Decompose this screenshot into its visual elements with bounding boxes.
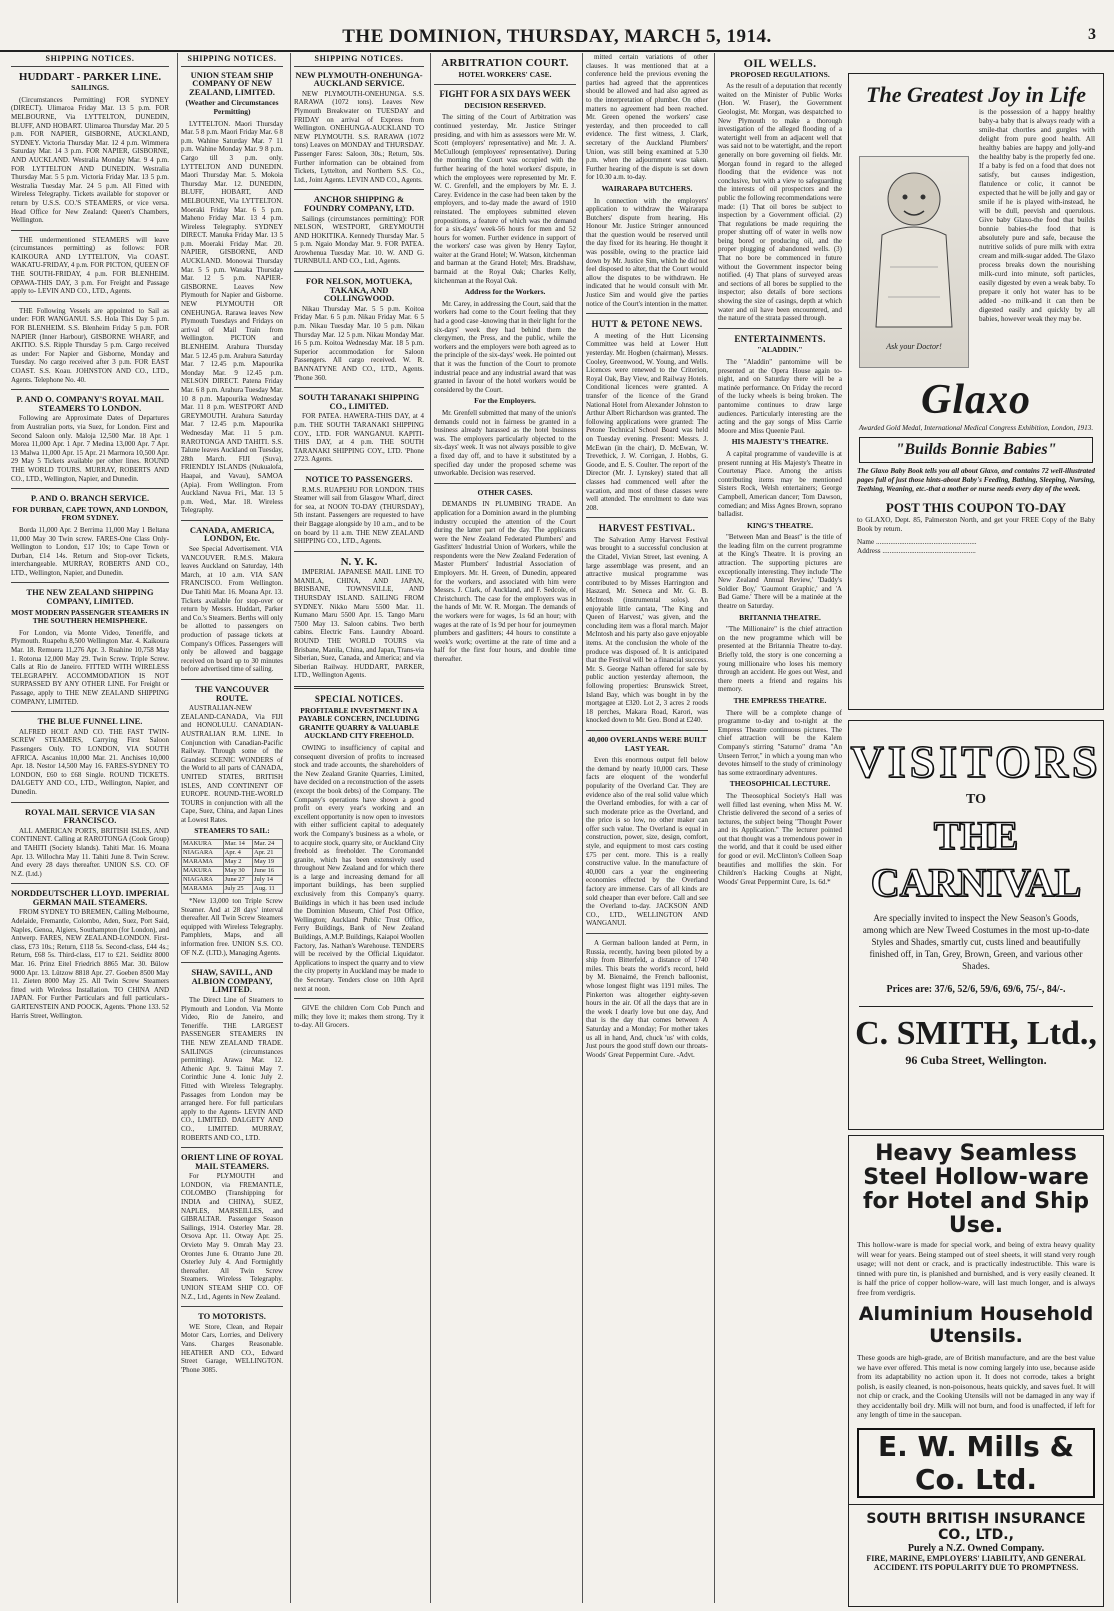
article-body: Mr. Grenfell submitted that many of the union's demands could not in fairness be granted in a business already harassed as the hotel business was. The employers particularly objected to the six-days' week. It was not always possible to give a fixed day off, and to have it substituted by a specified day under the proposed scheme was unworkable. Decision was reserved. (434, 408, 576, 478)
advert-body: (Circumstances Permitting) FOR SYDNEY (DIRECT). Ulimaroa Friday Mar. 13 5 p.m. FOR MELBOURNE, Via LYTTELTON, DUNEDIN, BLUFF, AND HOBART. Ulimaroa Thursday Mar. 20 5 p.m. FOR NAPIER, GISBORNE, AUCKLAND, SYDNEY. Victoria Thursday Mar. 12 4 p.m. Wimmera Saturday Mar. 14 3 p.m. FOR NAPIER, GISBORNE, AND AUCKLAND. Westralia Monday Mar. 9 4 p.m. FOR LYTTELTON AND DUNEDIN. Westralia Thursday Mar. 5 5 p.m. Victoria Friday Mar. 13 5 p.m. Westralia Tuesday Mar. 24 5 p.m. All Fitted with Wireless Telegraphy. Tickets available for stopover or return by U.S.S. CO.'S STEAMERS, or vice versa. Head Office for New Zealand: Queen's Chambers, Wellington. (11, 95, 169, 225)
advert-title: NORDDEUTSCHER LLOYD. IMPERIAL GERMAN MAIL STEAMERS. (11, 888, 169, 907)
table-cell: May 30 (223, 867, 252, 876)
advert-title: SHAW, SAVILL, AND ALBION COMPANY, LIMITED. (191, 967, 273, 995)
advert-body: *New 13,000 ton Triple Screw Steamer. And at 28 days' interval thereafter. All Twin Screw Steamers equipped with Wireless Telegraphy. Pamphlets, Maps, and all information free. UNION S.S. CO. OF N.Z. (LTD.), Managing Agents. (181, 897, 283, 957)
advert-body: WE Store, Clean, and Repair Motor Cars, Lorries, and Delivery Vans. Charges Reasonable. HEATHER AND CO., Edward Street Garage, WELLINGTON. 'Phone 3085. (181, 1322, 283, 1374)
table-row (182, 885, 283, 894)
advert-body: R.M.S. RUAPEHU FOR LONDON. THIS Steamer will sail from Glasgow Wharf, direct for sea, at NOON TO-DAY (THURSDAY), 5th instant. Passengers are requested to have their Baggage alongside by 10 a.m., and to be on board by 11 a.m. THE NEW ZEALAND SHIPPING CO., LTD., Agents. (294, 485, 424, 546)
advert-title: VISITORS (850, 736, 1102, 787)
booklet-text: The Glaxo Baby Book tells you all about Glaxo, and contains 72 well-illustrated pages full of just those hints-about Baby's Feeding, Bathing, Sleeping, Nursing, Teething, Weaning, etc.-that a mother or nurse needs every day of the week. (857, 467, 1095, 493)
table-row (182, 849, 283, 858)
advert-title: NEW PLYMOUTH-ONEHUNGA-AUCKLAND SERVICE. (295, 69, 423, 89)
table-cell: Apr. 21 (253, 849, 283, 858)
advert-body: is the possession of a happy healthy baby-a baby that is always ready with a smile-that chortles and gurgles with delight from pure good health. All healthy babies are happy and jolly-and the healthy baby is the properly fed one. If a baby is fed on a food that does not satisfy, but causes indigestion, flatulence or colic, it cannot be expected that he will be jolly and gay or smile if he is played with-instead, he will be dull, peevish and querulous. Give baby Glaxo-the food that builds bonnie babies-the food that is absolutely pure and safe, because the nutritive solids of pure milk with extra cream and milk-sugar added. The Glaxo process breaks down the nourishing milk-curd into minute, soft particles, easily digested by even a weak baby. To prepare it only hot water has to be added -no milk-and it can then be digested easily and quickly by all babies, however weak they may be. (979, 108, 1095, 323)
advert-title: 40,000 OVERLANDS WERE BUILT LAST YEAR. (587, 734, 707, 753)
carnival-advert (848, 720, 1104, 1130)
column-shipping-3 (290, 53, 427, 1603)
advert-body: NEW PLYMOUTH-ONEHUNGA. S.S. RARAWA (1072 tons). Leaves New Plymouth Breakwater on TUESDAY and FRIDAY on arrival of Express from Wellington. ONEHUNGA-AUCKLAND TO NEW PLYMOUTH. S.S. RARAWA (1072 tons) Leaves on MONDAY and THURSDAY. Passenger Fares: Saloon, 30s.; Return, 50s. Further information can be obtained from Tickets, Lyttelton, and Northern S.S. Co., Ltd., Joint Agents. LEVIN AND CO., Agents. (294, 89, 424, 184)
section-heading: SPECIAL NOTICES. (314, 694, 404, 704)
table-cell: NIAGARA (182, 876, 224, 885)
advert-body: OWING to insufficiency of capital and consequent diversion of profits to increased stock and trade accounts, the shareholders of the New Zealand Granite Quarries, Limited, have decided on a reconstruction of the assets (except the book debts) of the Company. The Company's operations have shown a good profit on every year's working and an excellent opportunity is now open to investors with either sufficient capital to adequately work the Company's business as a whole, or to acquire stock, quarry site, or Auckland City freehold as freeholder. The Coromandel granite, which has been extensively used throughout New Zealand and for which there is a large and increasing demand for all important buildings, has been supplied exclusively from this Company's quarry. Buildings in which it has been used include the Dominion Museum, Chief Post Office, Wellington; Auckland Public Trust Office, Ferry Buildings, Bank of New Zealand Buildings, A.M.P. Buildings, Kaiapoi Woollen Factory, Jas. Nathan's Warehouse. TENDERS will be received by the Official Liquidator. Applications to inspect the quarry and to view the city property in Auckland may be made to the Secretary. Tenders close on 10th April next at noon. (294, 743, 424, 993)
article-subhead: FIGHT FOR A SIX DAYS WEEK (439, 89, 571, 100)
advert-title: THE BLUE FUNNEL LINE. (37, 716, 143, 727)
article-subhead: HIS MAJESTY'S THEATRE. (731, 437, 829, 447)
article-body: Mr. Carey, in addressing the Court, said that the workers had come to the Court feeling that they had a good case -knowing that in their light for the six-days' week they had behind them the clergymen, the Press, and the public, while the workers and the employers were both agreed as to the principle of the six-days' week. He pointed out that it was the function of the Court to promote industrial peace and any industrial award that was granted in favour of the hotel workers would be considered by the Court. (434, 299, 576, 394)
article-headline: ARBITRATION COURT. (441, 57, 569, 69)
column-news (582, 53, 711, 1603)
column-header: SHIPPING NOTICES. (294, 53, 424, 67)
advert-title-carnival: THE CARNIVAL (870, 813, 1082, 905)
article-body: There will be a complete change of programme to-day and to-night at the Empress Theatre continuous pictures. The chief attraction will be the Kalem Company's stirring "Saturno" drama "An Unseen Terror," in which a young man who devotes himself to the study of criminology has some extraordinary adventures. (718, 708, 842, 777)
advert-body: THE undermentioned STEAMERS will leave (circumstances permitting) as follows: FOR KAIKOURA AND LYTTELTON, Via COAST. WAKATU-FRIDAY, 4 p.m. FOR PICTON, QUEEN OF THE SOUTH-FRIDAY, 4 p.m. FOR BLENHEIM. OPAWA-THIS DAY, 3 p.m. For Freight and Passage apply to- LEVIN AND CO., LTD., Agents. (11, 235, 169, 296)
advert-body: THE Following Vessels are appointed to Sail as under: FOR WANGANUI. S.S. Hola This Day 5 p.m. FOR BLENHEIM. S.S. Blenheim Friday 5 p.m. FOR NAPIER (Inner Harbour), GISBORNE WHARF, and AKITIO. S.S. Ripple Thursday 5 p.m. Cargo received as under: For Napier and Gisborne, Monday and Tuesday. No cargo received after 3 p.m. FOR EAST COAST. S.S. Koau. JOHNSTON AND CO., LTD., Agents. Telephone No. 40. (11, 306, 169, 384)
table-cell: MAKURA (182, 867, 224, 876)
table-cell: MARAMA (182, 885, 224, 894)
advert-body: Are specially invited to inspect the New Season's Goods, among which are New Tweed Costumes in the most up-to-date Styles and Shades, smartly cut, custs lined and beautifully finished off, in Tan, Grey, Brown, Green, and various other Shades. (862, 913, 1090, 971)
advert-title: Aluminium Household Utensils. (858, 1303, 1094, 1347)
advert-title: ANCHOR SHIPPING & FOUNDRY COMPANY, LTD. (303, 194, 415, 213)
column-oilwells-entertainments (714, 53, 845, 1603)
column-header: SHIPPING NOTICES. (11, 53, 169, 67)
article-subhead: THEOSOPHICAL LECTURE. (729, 779, 831, 789)
column-arbitration (430, 53, 579, 1603)
article-body: "Between Man and Beast" is the title of the leading film on the current programme at the King's Theatre. It is proving an attraction. The supporting pictures are exceptionally interesting. They include 'The New Zealand Annual Review,' 'Daddy's Soldier Boy,' 'Gaumont Graphic,' and 'A Bad Game.' There will be a matinée at the theatre on Saturday. (718, 533, 842, 611)
article-headline: ENTERTAINMENTS. (734, 333, 826, 344)
advert-subtitle: SAILINGS. (71, 83, 109, 93)
table-cell: MARAMA (182, 858, 224, 867)
advert-title: HUDDART - PARKER LINE. (18, 70, 162, 83)
advert-body: Following are Approximate Dates of Departures from Australian ports, via Suez, for London. First and Second Saloon only. Maloja 12,500 Mar. 18 Apr. 1 Morea 11,000 Apr. 1 Apr. 7 Medina 13,000 Apr. 7 Apr. 13 Malwa 11,000 Apr. 15 Apr. 21 Marmora 10,500 Apr. 29 May 5 Tickets available per other lines. ROUND THE WORLD TOURS. MURRAY, ROBERTS AND CO., LTD., Wellington, Napier, and Dunedin. (11, 414, 169, 483)
advert-body: This hollow-ware is made for special work, and being of extra heavy quality will wear for years. Being stamped out of steel sheets, it will stand very rough usage; will not dent or crack, and is practically indestructible. This ware is tinned with pure tin, is planished and burnished, and is very easily cleaned. It is half the price of copper hollow-ware, will last much longer, and is always free from verdigris. (857, 1240, 1095, 1297)
baby-illustration (859, 156, 969, 368)
advert-body: The Direct Line of Steamers to Plymouth and London. Via Monte Video, Rio de Janeiro, and Teneriffe. THE LARGEST PASSENGER STEAMERS IN THE NEW ZEALAND TRADE. SAILINGS (circumstances permitting). Arawa Mar. 12. Athenic Apr. 9. Tainui May 7. Corinthic June 4. Ionic July 2. Fitted with Wireless Telegraphy. Passages from London may be arranged here. For full particulars apply to the Agents- LEVIN AND CO., LIMITED. DALGETY AND CO., LIMITED. MURRAY, ROBERTS AND CO., LTD. (181, 996, 283, 1142)
article-body: A capital programme of vaudeville is at present running at His Majesty's Theatre in Courtenay Place. Among the artists contributing items may be mentioned Sisters Rock, Welsh entertainers; George Campbell, American dancer; Tom Dawson, comedian; and Miss Agnes Brown, soprano balladist. (718, 449, 842, 519)
table-cell: Mar. 14 (223, 840, 252, 849)
article-body: A meeting of the Hutt Licensing Committee was held at Lower Hutt yesterday. Mr. Hogben (chairman), Messrs. Cooley, Greenwood, W. Young, and Wells. Licences were renewed to the Criterion, Royal Oak, Bay View, and Railway Hotels. Conditional licences were granted. A transfer of the licence of the Grand National Hotel from Alexander Johnston to Arthur Albert Richardson was granted. The following applications were granted: The Petone Technical School Board was held on Tuesday evening. Present: Messrs. J. McEwan (in the chair), D. McEwan, W. Trevethick, J. W. Corrigan, J. Hobbs, G. Goode, and E. S. Coulter. The report of the Director (Mr. J. Lynskey) stated that all classes had commenced well after the vacation, and most of these classes were well attended. The enrolment to date was 208. (586, 331, 708, 512)
advert-body: Borda 11,000 Apr. 2 Berrima 11,000 May 1 Beltana 11,000 May 30 Twin screw. FARES-One Class Only-Wellington to London, £17 10s; to Cape Town or Durban, £14 14s. Return and Stop-over Tickets, interchangeable. MURRAY, ROBERTS AND CO., LTD., Wellington, Napier, and Dunedin. (11, 525, 169, 577)
insurance-tagline: FIRE, MARINE, EMPLOYERS' LIABILITY, AND GENERAL ACCIDENT. ITS POPULARITY DUE TO PROMPTNESS. (866, 1553, 1086, 1572)
coupon-address-field[interactable]: Address .................................................... (857, 547, 976, 555)
prices: Prices are: 37/6, 52/6, 59/6, 69/6, 75/-, 84/-. (886, 984, 1066, 995)
advert-title-to: TO (966, 792, 986, 807)
insurance-title: SOUTH BRITISH INSURANCE CO., LTD., (866, 1510, 1086, 1543)
coupon-title: POST THIS COUPON TO-DAY (885, 500, 1067, 515)
article-subhead: HOTEL WORKERS' CASE. (458, 69, 552, 79)
page-number: 3 (1088, 26, 1096, 43)
advert-body: Even this enormous output fell below the demand by nearly 10,000 cars. These facts are eloquent of the wonderful popularity of the Overland Car. They are evidence also of the real solid value which the Overland embodies, for with a car of such moderate price as the Overland, and the price is so low, no other maker can offer such value. The Overland is equal in construction, power, size, design, comfort, style, and equipment to most cars costing £75 per cent. more. This is a really constructive value. In the manufacture of 40,000 cars a year the engineering economies effected by the Overland factory are immense. Cars of all kinds are sold cheaper than ever before. Call and see the Overland to-day. JACKSON AND CO., LTD., WELLINGTON AND WANGANUI. (586, 756, 708, 928)
table-row (182, 867, 283, 876)
masthead (0, 26, 1114, 52)
article-body: The Theosophical Society's Hall was well filled last evening, when Miss M. W. Christie delivered the second of a series of lectures, the subject being "Thought Power and its Application." The lecturer pointed out that thought was a tremendous power in the world, and that it could be used either for good or evil. McClinton's Colleen Soap beautifies and mollifies the skin. For Children's Hacking Coughs at Night, Woods' Great Peppermint Cure, 1s. 6d.* (718, 791, 842, 886)
table-cell: MAKURA (182, 840, 224, 849)
advert-title: P. AND O. BRANCH SERVICE. (30, 493, 150, 504)
advert-body: IMPERIAL JAPANESE MAIL LINE TO MANILA, CHINA, AND JAPAN, BRISBANE, TOWNSVILLE, AND THURSDAY ISLAND. SAILING FROM SYDNEY. Nikko Maru 5500 Mar. 11. Kumano Maru 5500 Apr. 15. Tango Maru 7500 May 13. Saloon cabins. Two berth cabins. Electric Fans. Laundry Aboard. ROUND THE WORLD TOURS via Brisbane, Manila, China, and Japan, Trans-via Siberian, Suez, Canada, and America; and via Siberian Railway. HUDDART, PARKER, LTD., Wellington Agents. (294, 568, 424, 680)
advert-title: Heavy Seamless Steel Hollow-ware for Hotel and Ship Use. (862, 1141, 1090, 1238)
article-body: The sitting of the Court of Arbitration was continued yesterday, Mr. Justice Stringer presiding, and with him as assessors were Mr. W. Scott (employers' representative) and Mr. J. A. McCullough (employees' representative). During the morning the Court was occupied with the further hearing of the hotel workers' dispute, in which the employees were represented by Mr. F. W. C. Grenfell, and the employers by Mr. E. J. Carey. Evidence in the case had been taken by the employers, and to-day made the award of 1910 reinstated. The employees submitted eleven propositions, a feature of which was the demand for a six-days' week-56 hours for men and 52 hours for women. Further evidence in support of the workers' case was given by Henry Taylor, waiter at the Grand Hotel; W. Watson, kitchenman and barman at the Grand Hotel; Mrs. Bradshaw, barmaid at the Royal Oak; Charles Kelly, kitchenman at the Royal Oak. (434, 113, 576, 285)
advert-body: GIVE the children Corn Cob Punch and milk; they love it; makes them strong. Try it to-day. All Grocers. (294, 1004, 424, 1030)
article-subhead: OTHER CASES. (477, 487, 533, 497)
article-subhead: DECISION RESERVED. (464, 100, 546, 110)
table-cell: Aug. 11 (253, 885, 283, 894)
article-body: As the result of a deputation that recently waited on the Minister of Public Works (Hon. W. Fraser), the Government Geologist, Mr. Morgan, was despatched to New Plymouth to make a thorough investigation of the alleged flooding of a watertight well from an adjacent well that was said not to be watertight, and the report generally on bore governing oil fields. Mr. Morgan found in regard to the alleged flooding that the evidence was not conclusive, but with a view to safeguarding the interests of oil prospectors and the public the following recommendations were made: (1) That oil bores be subject to inspection by a Government official. (2) That regulations be made requiring the proper shutting off of water in wells now being bored or producing oil, and the proper plugging of abandoned wells. (3) That no bore be commenced in future without the Government inspector being notified. (4) That plans of surveyed areas and sections of all bores be supplied to the inspector; also details of bore sections showing the size of casings, depth at which water and oil have been encountered, and the nature of the strata passed through. (718, 82, 842, 323)
table-row (182, 840, 283, 849)
slogan: "Builds Bonnie Babies" (859, 437, 1093, 463)
advert-subtitle: PROFITABLE INVESTMENT IN A PAYABLE CONCERN, INCLUDING GRANITE QUARRY & VALUABLE AUCKLAND CITY FREEHOLD. (298, 705, 420, 741)
article-body: The "Aladdin" pantomime will be presented at the Opera House again to-night, and on Saturday there will be a matinée performance. On Friday the record of the lucky wheels is being broken. The pantomime continues to draw large audiences. Particularly interesting are the acting and the gay songs of Miss Carrie Moore and Miss Queenie Paul. (718, 358, 842, 435)
coupon-body: to GLAXO, Dept. 85, Palmerston North, and get your FREE Copy of the Baby Book by return. (857, 516, 1095, 533)
advert-body: See Special Advertisement. VIA VANCOUVER. R.M.S. Makura leaves Auckland on Saturday, 14th March, at 10 a.m. VIA SAN FRANCISCO. From Wellington. Due Tahiti Mar. 16. Moana Apr. 13. Tickets available for stop-over or return by Messrs. Huddart, Parker and Co.'s Steamers. Berths will only be allotted to passengers on production of passage tickets at Company's Offices. Passengers will only be allowed and baggage received on board up to 30 minutes before advertised time of sailing. (181, 545, 283, 674)
advert-title: ROYAL MAIL SERVICE VIA SAN FRANCISCO. (24, 806, 156, 826)
advert-body: For PLYMOUTH and LONDON, via FREMANTLE, COLOMBO (Transhipping for INDIA and CHINA), SUEZ, NAPLES, MARSEILLES, and GIBRALTAR. Passenger Season Sailings, 1914. Osterley Mar. 28. Orsova Apr. 11. Otway Apr. 25. Orvieto May 9. Omrah May 23. Orontes June 6. Otranto June 20. Osterley July 4. And Fortnightly thereafter. All Twin Screw Steamers. Wireless Telegraphy. UNION STEAM SHIP CO. OF N.Z., Ltd., Agents in New Zealand. (181, 1172, 283, 1301)
table-cell: NIAGARA (182, 849, 224, 858)
masthead-title: THE DOMINION, THURSDAY, MARCH 5, 1914. (342, 26, 772, 47)
advert-body: Nikau Thursday Mar. 5 5 p.m. Koitoa Friday Mar. 6 5 p.m. Nikau Friday Mar. 6 5 p.m. Nikau Tuesday Mar. 10 5 p.m. Nikau Thursday Mar. 12 5 p.m. Nikau Monday Mar. 16 5 p.m. Koitoa Wednesday Mar. 18 5 p.m. Superior accommodation for Saloon Passengers. All cargo received. W. R. BANNATYNE AND CO., LTD., Agents. 'Phone 360. (294, 304, 424, 382)
advert-title: SOUTH TARANAKI SHIPPING CO., LIMITED. (298, 392, 420, 411)
advert-title: THE VANCOUVER ROUTE. (194, 683, 270, 703)
table-cell: July 25 (223, 885, 252, 894)
article-subhead: For the Employers. (474, 396, 536, 406)
advertiser-name: E. W. Mills & Co. Ltd. (857, 1428, 1095, 1498)
article-subhead: "ALADDIN." (757, 345, 803, 355)
article-subhead: PROPOSED REGULATIONS. (730, 69, 830, 79)
advert-body: For London, via Monte Video, Teneriffe, and Plymouth. Ruapehu 8,500 Wellington Mar. 4. Kaikoura Mar. 18. Remuera 11,276 Apr. 3. Ruahine 10,758 May 1. Rotorua 12,000 May 29. Twin Screw. Triple Screw. Calls at Rio de Janeiro. FITTED WITH WIRELESS TELEGRAPHY. ACCOMMODATION IS NOT SURPASSED BY ANY OTHER LINE. For Freight or Passage, apply to THE NEW ZEALAND SHIPPING COMPANY, LIMITED. (11, 628, 169, 706)
article-subhead: Address for the Workers. (464, 287, 546, 297)
award-text: Awarded Gold Medal, International Medical Congress Exhibition, London, 1913. (858, 424, 1094, 432)
article-body: The Salvation Army Harvest Festival was brought to a successful conclusion at the Citadel, Vivian Street, last evening. A large assemblage was present, and an attractive musical programme was contributed to by Misses Harrington and Haszard, Mr. Seneca and Mr. G. B. McIntosh (instrumental solos). An enjoyable little cantata, 'The King and Queen of Harvest,' was given, and the concluding item was a floral march. Major McIntosh and his party also gave enjoyable items. At the conclusion the whole of the produce was disposed of. It is anticipated that the Festival will be a financial success. Mr. S. George Nathan offered for sale by public auction yesterday afternoon, the following properties: Brunswick Street, Island Bay, which was bought in by the mortgagee at £320. Lot 2, 3 acres 2 roods 18 perches, Makara Road, Karori, was knocked down to Mr. Geo. Bond at £240. (586, 535, 708, 725)
glaxo-advert (848, 73, 1104, 710)
advert-body: These goods are high-grade, are of British manufacture, and are the best value we have ever offered. This metal is now coming largely into use, because aside from its adaptability no action upon it. It does not corrode, takes a bright polish, is easily cleaned, is non-poisonous, heats quickly, and saves fuel. It will not chip or crack, and the Cooking Utensils will not be damaged in any way if they accidentally boil dry. Milk will not burn, and food is unaffected, if left for any length of time in the saucepan. (857, 1353, 1095, 1419)
advert-body: FROM SYDNEY TO BREMEN, Calling Melbourne, Adelaide, Fremantle, Colombo, Aden, Suez, Port Said, Naples, Genoa, Algiers, Southampton (for London), and Antwerp. FARES, NEW ZEALAND-LONDON. First-class, £73 10s.; Return, £118 5s. Second-class, £44 4s.; Return, £68 5s. Third-class, £17 to £21. Seidlitz 8000 Mar. 16. Prinz Eitel Friedrich 8865 Mar. 30. Bülow 9000 Apr. 13. Lützow 8818 Apr. 27. Goeben 8500 May 11. Zieten 8000 May 25. All Twin Screw Steamers fitted with Wireless Installation. TO CHINA AND JAPAN. For Further Particulars and full particulars.-GARTENSTEIN AND POOCK, Agents. 'Phone 133. 52 Harris Street, Wellington. (11, 908, 169, 1020)
advert-title: N. Y. K. (340, 555, 378, 568)
glaxo-logo: Glaxo (921, 377, 1031, 423)
advert-subtitle: MOST MODERN PASSENGER STEAMERS IN THE SOUTHERN HEMISPHERE. (11, 607, 169, 626)
article-headline: HUTT & PETONE NEWS. (591, 319, 703, 330)
table-cell: June 16 (253, 867, 283, 876)
table-cell: Mar. 24 (253, 840, 283, 849)
advert-title: UNION STEAM SHIP COMPANY OF NEW ZEALAND, LIMITED. (189, 69, 275, 97)
advertiser-name: C. SMITH, Ltd., (855, 1015, 1097, 1052)
column-header: SHIPPING NOTICES. (181, 53, 283, 67)
table-cell: May 19 (253, 858, 283, 867)
advert-body: AUSTRALIAN-NEW ZEALAND-CANADA, Via FIJI and HONOLULU. CANADIAN-AUSTRALIAN R.M. LINE. In Conjunction with Canadian-Pacific Railway. Through some of the Grandest SCENIC WONDERS of the World to all parts of CANADA, UNITED STATES, BRITISH ISLES, AND CONTINENT OF EUROPE. ROUND-THE-WORLD TOURS in conjunction with all the Cape, Suez, China, and Japan Lines at Lowest Rates. (181, 704, 283, 824)
article-subhead: BRITANNIA THEATRE. (739, 612, 821, 622)
table-row (182, 858, 283, 867)
advert-title: NOTICE TO PASSENGERS. (305, 473, 413, 484)
advert-title: ORIENT LINE OF ROYAL MAIL STEAMERS. (181, 1152, 283, 1171)
advert-subtitle: (Weather and Circumstances Permitting) (185, 98, 279, 116)
coupon-name-field[interactable]: Name ........................................................ (857, 538, 977, 546)
insurance-subtitle: Purely a N.Z. Owned Company. (907, 1542, 1045, 1554)
article-body: "The Millionaire" is the chief attraction on the new programme which will be presented at the Britannia Theatre to-day. Briefly told, the story is one concerning a young millionaire who loses his memory through an accident. He goes out West, and there meets a friend and regains his memory. (718, 625, 842, 694)
advert-body: Sailings (circumstances permitting): FOR NELSON, WESTPORT, GREYMOUTH AND HOKITIKA. Kennedy Thursday Mar. 5 5 p.m. Ngaio Monday Mar. 9. FOR PATEA. Arowhenua Tuesday Mar. 10. W. AND G. TURNBULL AND CO., Ltd., Agents. (294, 214, 424, 266)
article-headline: HARVEST FESTIVAL. (598, 523, 696, 534)
advert-body: LYTTELTON. Maori Thursday Mar. 5 8 p.m. Maori Friday Mar. 6 8 p.m. Wahine Saturday Mar. 7 11 p.m. Wahine Monday Mar. 9 8 p.m. Cargo till 3 p.m. only. LYTTELTON AND DUNEDIN. Maori Thursday Mar. 5. Mokoia Thursday Mar. 12. DUNEDIN, BLUFF, HOBART, AND MELBOURNE, Via LYTTELTON. Moeraki Friday Mar. 6 5 p.m. Maheno Friday Mar. 13 4 p.m. Wireless Telegraphy. SYDNEY DIRECT. Manuka Friday Mar. 13 5 p.m. Moeraki Friday Mar. 20. NAPIER, GISBORNE, AND AUCKLAND. Monowai Thursday Mar. 5 5 p.m. Wanaka Thursday Mar. 12 5 p.m. NAPIER-GISBORNE. Leaves New Plymouth for Napier and Gisborne. NEW PLYMOUTH OR ONEHUNGA. Rarawa leaves New Plymouth Tuesdays and Fridays on arrival of Mail Train from Wellington. PICTON and BLENHEIM. Arahura Thursday Mar. 5 12.45 p.m. Arahura Saturday Mar. 7 12.45 p.m. Mapourika Monday Mar. 9 12.45 p.m. NELSON DIRECT. Patena Friday Mar. 6 8 p.m. Arahura Tuesday Mar. 10 8 p.m. Mapourika Wednesday Mar. 11 8 p.m. WESTPORT AND GREYMOUTH. Arahura Saturday Mar. 7 12.45 p.m. Mapourika Wednesday Mar. 11 5 p.m. RAROTONGA AND TAHITI. S.S. Talune leaves Auckland on Tuesday, 28th March. FIJI (Suva), FRIENDLY ISLANDS (Nukualofa, Haapai, and Vavau), SAMOA (Apia). From Wellington. From Auckland Navua Fri., Mar. 13 5 p.m. Wed., Mar. 18. Wireless Telegraphy. (181, 119, 283, 515)
table-cell: May 2 (223, 858, 252, 867)
sailings-table (181, 839, 283, 894)
baby-icon (860, 157, 968, 337)
article-body: mitted certain variations of other clauses. It was mentioned that at a conference held the previous evening the parties had agreed that the apprentices should be allowed and had also agreed as to the interpretation of plumber. On other matters no agreement had been reached. Mr. Green opened the workers' case yesterday, and then proceeded to call evidence. The first witness, J. Clark, secretary of the Auckland Plumbers' Union, was still being examined at 5.30 p.m. when the adjournment was taken. Further hearing of the dispute is set down for 10.30 a.m. to-day. (586, 53, 708, 182)
advert-title: THE NEW ZEALAND SHIPPING COMPANY, LIMITED. (26, 587, 154, 607)
advert-title: TO MOTORISTS. (198, 1311, 266, 1322)
table-cell: Apr. 4 (223, 849, 252, 858)
article-body: A German balloon landed at Perm, in Russia, recently, having been piloted by a ship from Bitterfeld, a distance of 1740 miles. This beats the world's record, held by M. Bienaimé, the French balloonist, whose longest flight was 1191 miles. The Pinkerton was altogether eighty-seven hours in the air. Of all the days that are in the week I dearly love but one day, And that is the day that comes between A Saturday and a Monday; For mother takes us all in hand, And, chuck 'us' with colds, Just pours the good stuff down our throats- Woods' Great Peppermint Cure. -Advt. (586, 939, 708, 1059)
table-title: STEAMERS TO SAIL: (194, 826, 270, 836)
advert-title: FOR NELSON, MOTUEKA, TAKAKA, AND COLLINGWOOD. (305, 276, 413, 304)
column-shipping-2 (177, 53, 286, 1603)
ew-mills-advert (848, 1135, 1104, 1607)
baby-caption: Ask your Doctor! (886, 342, 942, 351)
article-headline: OIL WELLS. (743, 56, 817, 70)
advert-title: CANADA, AMERICA, LONDON, Etc. (189, 524, 275, 544)
article-subhead: THE EMPRESS THEATRE. (733, 695, 827, 705)
advert-subtitle: FOR DURBAN, CAPE TOWN, AND LONDON, FROM SYDNEY. (12, 504, 168, 523)
advertiser-address: 96 Cuba Street, Wellington. (905, 1053, 1047, 1067)
advert-title: The Greatest Joy in Life (866, 82, 1086, 107)
article-subhead: WAIRARAPA BUTCHERS. (601, 183, 693, 193)
table-cell: June 27 (223, 876, 252, 885)
article-subhead: KING'S THEATRE. (747, 520, 813, 530)
advert-body: FOR PATEA. HAWERA-THIS DAY, at 4 p.m. THE SOUTH TARANAKI SHIPPING COY., LTD. FOR WANGANUI. KAPITI-THIS DAY, at 4 p.m. THE SOUTH TARANAKI SHIPPING COY., LTD. 'Phone 2723. Agents. (294, 412, 424, 464)
advert-body: ALFRED HOLT AND CO. THE FAST TWIN-SCREW STEAMERS, Carrying First Saloon Passengers Only. TO LONDON, VIA SOUTH AFRICA. Ascanius 10,000 Mar. 21. Anchises 10,000 Apr. 18. Nestor 14,500 May 16. FARES-SYDNEY TO LONDON, £60 to £68 Single. ROUND TICKETS. DALGETY AND CO., LTD., Wellington, Napier, and Dunedin. (11, 727, 169, 796)
advert-title: P. AND O. COMPANY'S ROYAL MAIL STEAMERS TO LONDON. (16, 394, 164, 413)
advert-body: ALL AMERICAN PORTS, BRITISH ISLES, AND CONTINENT. Calling at RAROTONGA (Cook Group) and TAHITI (Society Islands). Tahiti Mar. 16. Moana Apr. 13. Willochra May 11. Tahiti June 8. Twin Screw. And every 28 days thereafter. UNION S.S. CO. OF N.Z. (Ltd.) (11, 826, 169, 878)
table-cell: July 14 (253, 876, 283, 885)
article-body: DEMANDS IN PLUMBING TRADE. An application for a Dominion award in the plumbing industry occupied the attention of the Court during the latter part of the day. The applicants were the New Zealand Federated Plumbers' and Gasfitters' Industrial Union of Workers, while the respondents were the New Zealand Federation of Master Plumbers' Industrial Association of Employers. Mr. H. Green, of Dunedin, appeared for the workers, and associated with him were Messrs. J. Clark, of Auckland, and F. Sedcole, of Christchurch. The case for the employers was in the hands of Mr. W. R. Morgan. The demands of the workers were for wages, 1s 6d an hour; with wages at the rate of 1s 9d per hour for journeymen plumbers and gasfitters; 44 hours to constitute a week's work; overtime at the rate of time and a half for the first four hours, and double time thereafter. (434, 500, 576, 663)
column-shipping-1 (8, 53, 172, 1603)
article-body: In connection with the employers' application to withdraw the Wairarapa Butchers' dispute from hearing, His Honour Mr. Justice Stringer announced that the question would be reserved until the day fixed for its hearing. He thought it was possible, owing to the practice laid down by Mr. Justice Sim, which he did not feel disposed to alter, that the Court would allow the disputes to be withdrawn. He indicated that he would consult with Mr. Justice Sim and would give the parties notice of the Court's intention in the matter. (586, 196, 708, 308)
table-row (182, 876, 283, 885)
